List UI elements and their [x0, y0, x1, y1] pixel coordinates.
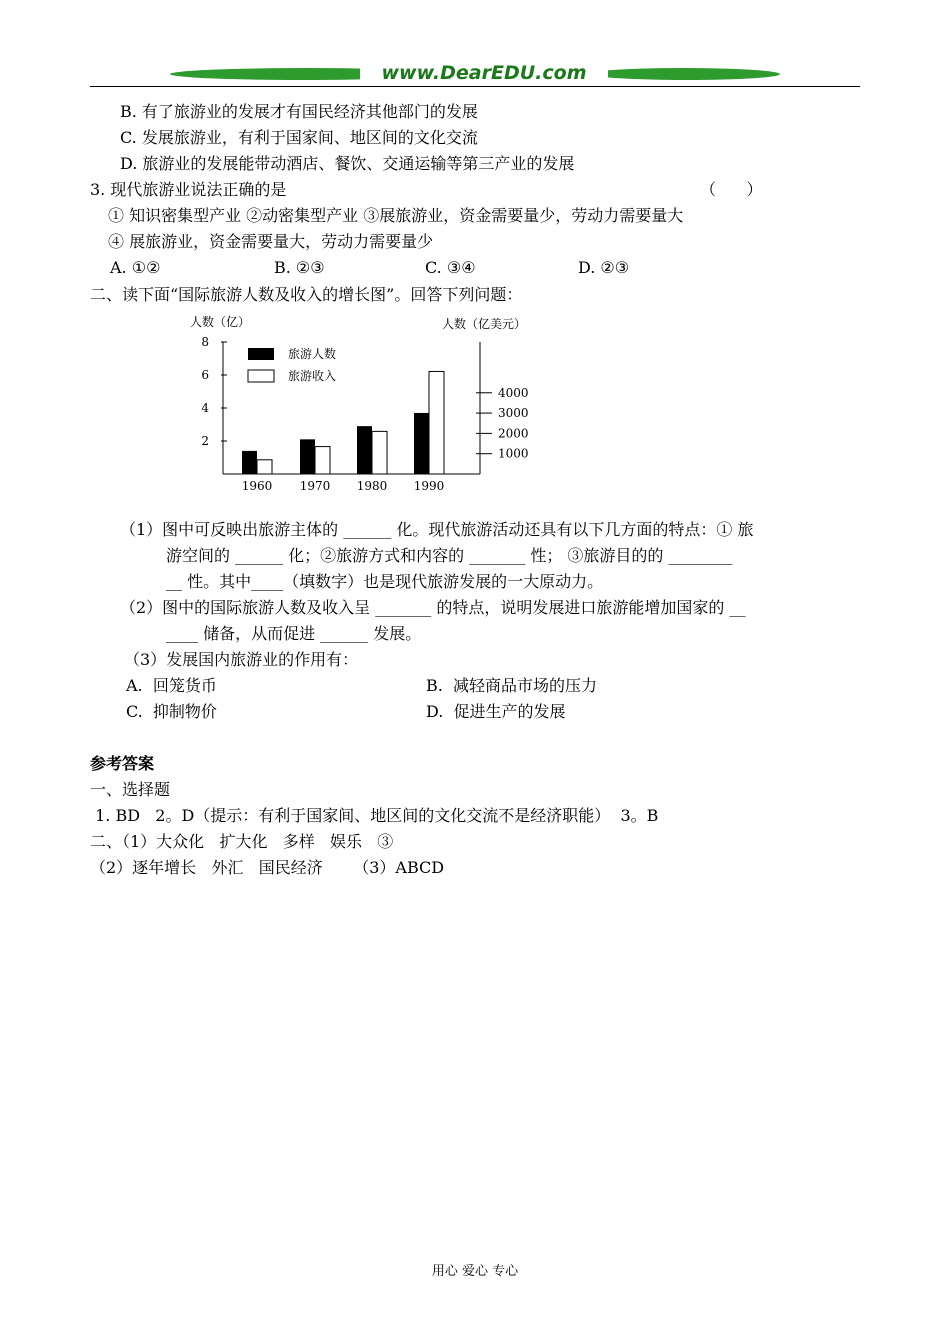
q3-stem: 3. 现代旅游业说法正确的是	[90, 180, 287, 199]
left-tick-label: 2	[201, 434, 209, 448]
left-tick-label: 8	[201, 335, 209, 349]
bar-revenue	[429, 371, 444, 474]
bar-visitors	[357, 426, 372, 474]
q3-statements-2: ④ 展旅游业，资金需要量大，劳动力需要量少	[108, 232, 434, 251]
q2-line-a: （2）图中的国际旅游人数及收入呈 _______ 的特点，说明发展进口旅游能增加国家的 __	[120, 598, 746, 617]
header-swoosh-right	[588, 68, 782, 80]
bar-visitors	[242, 451, 257, 474]
x-tick-label: 1960	[241, 479, 273, 493]
header-rule	[90, 86, 860, 87]
answers-line-1: 1. BD 2。D（提示：有利于国家间、地区间的文化交流不是经济职能） 3。B	[90, 806, 659, 825]
x-tick-label: 1970	[299, 479, 331, 493]
left-tick-label: 4	[201, 401, 209, 415]
x-tick-label: 1980	[356, 479, 388, 493]
bar-revenue	[372, 431, 387, 474]
legend-swatch-visitors	[248, 348, 274, 360]
legend-label-revenue: 旅游收入	[288, 369, 337, 383]
q1-line-b: 游空间的 ______ 化；②旅游方式和内容的 _______ 性； ③旅游目的的 ________	[166, 546, 733, 565]
answers-heading: 参考答案	[90, 754, 155, 773]
q3-part-option-a: A. 回笼货币	[126, 676, 217, 695]
legend-swatch-revenue	[248, 370, 274, 382]
q1-line-c: __ 性。其中____（填数字）也是现代旅游发展的一大原动力。	[166, 572, 604, 591]
q2-option-c: C. 发展旅游业，有利于国家间、地区间的文化交流	[120, 128, 478, 147]
page-footer: 用心 爱心 专心	[431, 1264, 519, 1279]
right-tick-label: 1000	[498, 446, 529, 461]
bar-revenue	[315, 447, 330, 474]
legend-label-visitors: 旅游人数	[288, 347, 337, 361]
page-header	[90, 62, 860, 90]
q3-statements-1: ① 知识密集型产业 ②动密集型产业 ③展旅游业，资金需要量少，劳动力需要量大	[108, 206, 684, 225]
right-tick-label: 4000	[498, 385, 529, 400]
answers-line-2: 二、（1）大众化 扩大化 多样 娱乐 ③	[90, 832, 394, 851]
q3-part-option-b: B. 减轻商品市场的压力	[426, 676, 598, 695]
left-axis-label: 人数（亿）	[190, 315, 251, 329]
right-tick-label: 2000	[498, 426, 529, 441]
right-axis-label: 人数（亿美元）	[442, 317, 527, 331]
bar-visitors	[414, 413, 429, 474]
q3-part-option-c: C. 抑制物价	[126, 702, 217, 721]
section-2-heading: 二、读下面“国际旅游人数及收入的增长图”。回答下列问题：	[90, 285, 523, 304]
q3-part-option-d: D. 促进生产的发展	[426, 702, 566, 721]
q2-option-d: D. 旅游业的发展能带动酒店、餐饮、交通运输等第三产业的发展	[120, 154, 575, 173]
q3-option-c: C. ③④	[425, 258, 476, 277]
left-tick-label: 6	[201, 368, 209, 382]
q3-answer-paren: （ ）	[700, 180, 763, 199]
q1-line-a: （1）图中可反映出旅游主体的 ______ 化。现代旅游活动还具有以下几方面的特点：① 旅	[120, 520, 754, 539]
site-logo[interactable]: www.DearEDU.com	[360, 62, 608, 84]
bar-visitors	[300, 439, 315, 474]
x-tick-label: 1990	[413, 479, 445, 493]
right-tick-label: 3000	[498, 406, 529, 421]
q2-line-b: ____ 储备，从而促进 ______ 发展。	[166, 624, 422, 643]
q3-option-a: A. ①②	[110, 258, 161, 277]
answers-line-3: （2）逐年增长 外汇 国民经济 （3）ABCD	[90, 858, 445, 877]
q3-option-b: B. ②③	[274, 258, 325, 277]
tourism-growth-chart	[180, 312, 560, 502]
answers-section-1: 一、选择题	[90, 780, 171, 799]
q3-option-d: D. ②③	[578, 258, 630, 277]
q3-part-stem: （3）发展国内旅游业的作用有：	[124, 650, 359, 669]
bar-revenue	[257, 460, 272, 474]
q2-option-b: B. 有了旅游业的发展才有国民经济其他部门的发展	[120, 102, 478, 121]
